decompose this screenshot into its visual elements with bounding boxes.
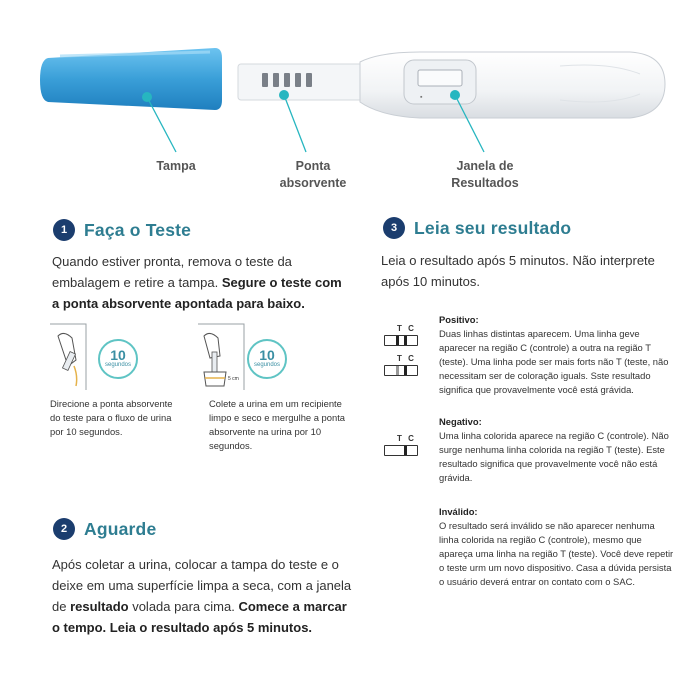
absorbent-tip-label: Ponta absorvente <box>279 159 347 190</box>
timer-10-seconds-icon-2: 10 segundos <box>247 339 287 379</box>
negative-window <box>384 445 418 456</box>
step2-header <box>53 518 156 540</box>
negative-tc-label: T C <box>397 434 416 443</box>
step2-number-badge: 2 <box>53 518 75 540</box>
invalid-text: O resultado será inválido se não aparecer nenhuma linha colorida na região C (controle), mesmo que apareça uma linha na região T (teste). Você deve repetir o teste urm um novo dispositivo. Casa a dúvida persista o usuário deverá entrar on contato com o SAC. <box>439 520 674 587</box>
step1-left-caption: Direcione a ponta absorvente do teste para o fluxo de urina por 10 segundos. <box>50 398 173 437</box>
step1-header <box>53 219 191 241</box>
vessel-label: 5 cm <box>228 376 239 382</box>
positive-result <box>439 313 677 397</box>
positive-title: Positivo: <box>439 314 479 325</box>
step1-number-badge: 1 <box>53 219 75 241</box>
invalid-title: Inválido: <box>439 506 478 517</box>
positive-tc-label-1: T C <box>397 324 416 333</box>
step1-instructions: Quando estiver pronta, remova o teste da embalagem e retire a tampa. Segure o teste com a ponta absorvente apontada para baixo. <box>52 254 342 311</box>
result-window-label: Janela de Resultados <box>451 159 519 190</box>
step2-title: Aguarde <box>84 518 157 539</box>
positive-window-1 <box>384 335 418 346</box>
absorbent-tip <box>238 64 368 100</box>
negative-text: Uma linha colorida aparece na região C (controle). Não surge nenhuma linha colorida na região T (teste). Este resultado significa que provavelmente você não está grávida. <box>439 430 669 483</box>
step3-intro: Leia o resultado após 5 minutos. Não interprete após 10 minutos. <box>381 253 655 289</box>
step3-header <box>383 217 571 239</box>
cap-label: Tampa <box>156 159 196 173</box>
negative-title: Negativo: <box>439 416 482 427</box>
step3-number-badge: 3 <box>383 217 405 239</box>
step1-right-caption: Colete a urina em um recipiente limpo e seco e mergulhe a ponta absorvente na urina por 10 segundos. <box>209 398 346 451</box>
invalid-result <box>439 505 677 589</box>
negative-result <box>439 415 677 485</box>
timer-10-seconds-icon: 10 segundos <box>98 339 138 379</box>
svg-text:▪: ▪ <box>420 94 423 101</box>
step3-title: Leia seu resultado <box>414 217 572 238</box>
step1-title: Faça o Teste <box>84 219 192 240</box>
step2-instructions: Após coletar a urina, colocar a tampa do teste e o deixe em uma superfície limpa a seca, com a janela de resultado volada para cima. Comece a marcar o tempo. Leia o resultado após 5 minutos. <box>52 557 352 635</box>
positive-tc-label-2: T C <box>397 354 416 363</box>
collect-cup-illustration <box>198 322 250 392</box>
positive-window-2 <box>384 365 418 376</box>
positive-text: Duas linhas distintas aparecem. Uma linha geve aparecer na região C (controle) a outra na região T (teste). Uma linha pode ser mais forts não T (teste, não necessitam ser de coloração iguals. Sste resultado significa que provavelmente você está grávida. <box>439 328 669 395</box>
